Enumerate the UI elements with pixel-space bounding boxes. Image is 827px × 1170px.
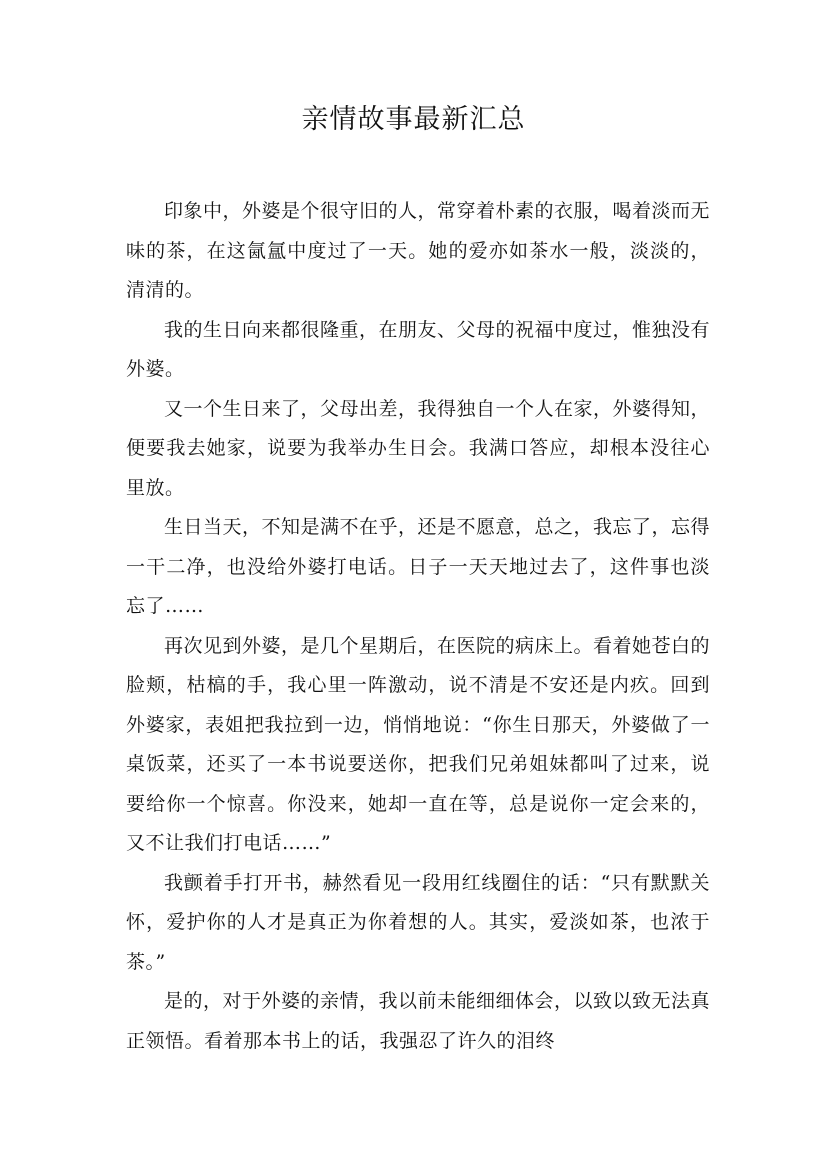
paragraph: 我颤着手打开书，赫然看见一段用红线圈住的话：“只有默默关怀，爱护你的人才是真正为你着想的人。其实，爱淡如茶，也浓于茶。”: [126, 871, 710, 973]
paragraph: 我的生日向来都很隆重，在朋友、父母的祝福中度过，惟独没有外婆。: [126, 318, 711, 380]
document-body: [126, 192, 710, 1061]
paragraph: 又一个生日来了，父母出差，我得独自一个人在家，外婆得知，便要我去她家，说要为我举办生日会。我满口答应，却根本没往心里放。: [126, 397, 711, 499]
paragraph: 再次见到外婆，是几个星期后，在医院的病床上。看着她苍白的脸颊，枯槁的手，我心里一阵激动，说不清是不安还是内疚。回到外婆家，表姐把我拉到一边，悄悄地说：“你生日那天，外婆做了一桌饭菜，还买了一本书说要送你，把我们兄弟姐妹都叫了过来，说要给你一个惊喜。你没来，她却一直在等，总是说你一定会来的，又不让我们打电话……”: [126, 634, 711, 854]
paragraph: 印象中，外婆是个很守旧的人，常穿着朴素的衣服，喝着淡而无味的茶，在这氤氲中度过了一天。她的爱亦如茶水一般，淡淡的，清清的。: [126, 200, 711, 301]
paragraph: 生日当天，不知是满不在乎，还是不愿意，总之，我忘了，忘得一干二净，也没给外婆打电话。日子一天天地过去了，这件事也淡忘了……: [126, 516, 711, 617]
document-title: 亲情故事最新汇总: [301, 104, 526, 135]
paragraph: 是的，对于外婆的亲情，我以前未能细细体会，以致以致无法真正领悟。看着那本书上的话，我强忍了许久的泪终: [126, 990, 711, 1052]
